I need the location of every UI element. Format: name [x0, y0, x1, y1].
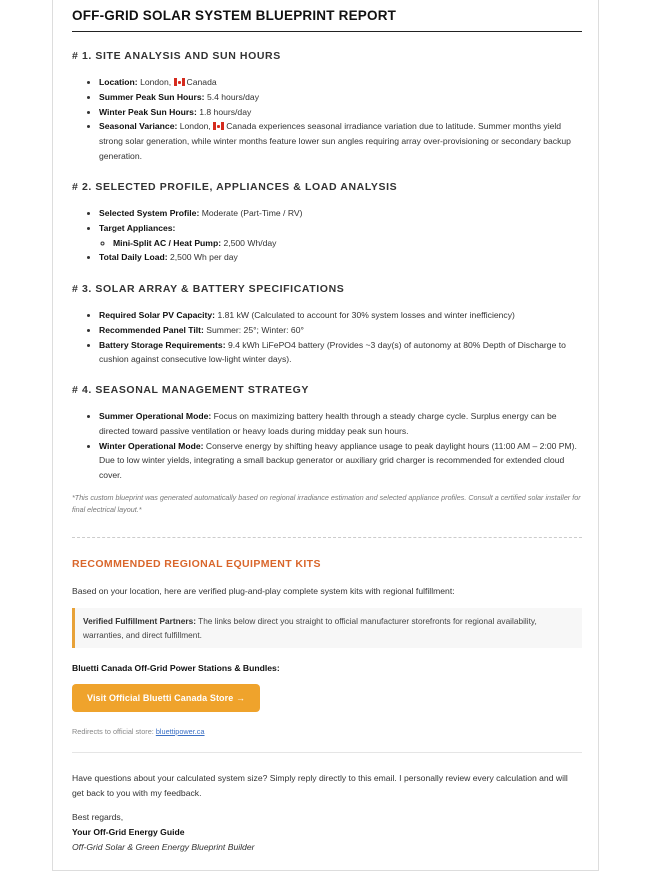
canada-flag-icon [174, 78, 185, 86]
list-item: • Winter Operational Mode: Conserve energy by shifting heavy appliance usage to peak daylight hours (11:00 AM – 2:00 PM). Due to low winter yields, integrating a small backup generator or auxiliary grid charger is recommended for extended cloud cover. [99, 439, 582, 483]
signer-name: Your Off-Grid Energy Guide [72, 826, 185, 837]
signature-block [72, 810, 582, 854]
site-analysis-list [72, 75, 582, 164]
list-item: • Total Daily Load: 2,500 Wh per day [99, 250, 582, 265]
list-item: • Seasonal Variance: London, Canada experiences seasonal irradiance variation due to latitude. Summer months yield strong solar generation, while winter months feature lower sun angles requiring array over-provisioning or secondary backup generation. [99, 119, 582, 163]
fulfillment-callout: Verified Fulfillment Partners: The links below direct you straight to official manufacturer storefronts for regional availability, warranties, and direct fulfillment. [72, 608, 582, 648]
redirect-note: Redirects to official store: bluettipower.ca [72, 727, 205, 736]
dashed-divider [72, 537, 582, 538]
profile-load-list [72, 206, 582, 265]
section-heading: # 2. SELECTED PROFILE, APPLIANCES & LOAD ANALYSIS [72, 181, 398, 193]
solar-battery-list [72, 308, 582, 367]
section-heading: # 4. SEASONAL MANAGEMENT STRATEGY [72, 384, 310, 396]
visit-store-button[interactable]: Visit Official Bluetti Canada Store → [72, 684, 260, 712]
list-item: • Summer Peak Sun Hours: 5.4 hours/day [99, 90, 582, 105]
regards: Best regards, [72, 812, 124, 822]
list-item: • Recommended Panel Tilt: Summer: 25°; Winter: 60° [99, 323, 582, 338]
questions-paragraph: Have questions about your calculated system size? Simply reply directly to this email. I personally review every calculation and will get back to you with my feedback. [72, 773, 568, 798]
list-item: • Battery Storage Requirements: 9.4 kWh LiFePO4 battery (Provides ~3 day(s) of autonomy at 80% Depth of Discharge to cushion against consecutive low-light winter days). [99, 338, 582, 368]
report-title: OFF-GRID SOLAR SYSTEM BLUEPRINT REPORT [72, 0, 582, 32]
section-solar-battery [72, 283, 582, 295]
section-heading: # 1. SITE ANALYSIS AND SUN HOURS [72, 50, 281, 62]
section-profile-load [72, 181, 582, 193]
divider [72, 752, 582, 753]
list-item: ◦ Mini-Split AC / Heat Pump: 2,500 Wh/day [113, 236, 582, 251]
recommended-section [72, 558, 582, 570]
recommended-heading: RECOMMENDED REGIONAL EQUIPMENT KITS [72, 558, 321, 570]
seasonal-strategy-list [72, 409, 582, 483]
store-link[interactable]: bluettipower.ca [155, 727, 205, 736]
list-item: • Target Appliances: ◦ Mini-Split AC / Heat Pump: 2,500 Wh/day [99, 221, 582, 251]
signer-title: Off-Grid Solar & Green Energy Blueprint Builder [72, 841, 255, 852]
recommended-intro: Based on your location, here are verified plug-and-play complete system kits with regional fulfillment: [72, 586, 455, 596]
list-item: • Required Solar PV Capacity: 1.81 kW (Calculated to account for 30% system losses and winter inefficiency) [99, 308, 582, 323]
section-seasonal-strategy [72, 384, 582, 396]
canada-flag-icon [213, 122, 224, 130]
list-item: • Location: London, Canada [99, 75, 582, 90]
list-item: • Selected System Profile: Moderate (Part-Time / RV) [99, 206, 582, 221]
store-button-wrap [72, 684, 582, 712]
section-site-analysis [72, 50, 582, 62]
kit-title: Bluetti Canada Off-Grid Power Stations & Bundles: [72, 663, 280, 673]
disclaimer: *This custom blueprint was generated automatically based on regional irradiance estimation and selected appliance profiles. Consult a certified solar installer for final electrical layout.* [72, 493, 581, 514]
email-card [52, 0, 599, 871]
list-item: • Winter Peak Sun Hours: 1.8 hours/day [99, 105, 582, 120]
list-item: • Summer Operational Mode: Focus on maximizing battery health through a steady charge cycle. Surplus energy can be directed toward passive ventilation or heavy loads during midday peak sun hours. [99, 409, 582, 439]
section-heading: # 3. SOLAR ARRAY & BATTERY SPECIFICATIONS [72, 283, 345, 295]
